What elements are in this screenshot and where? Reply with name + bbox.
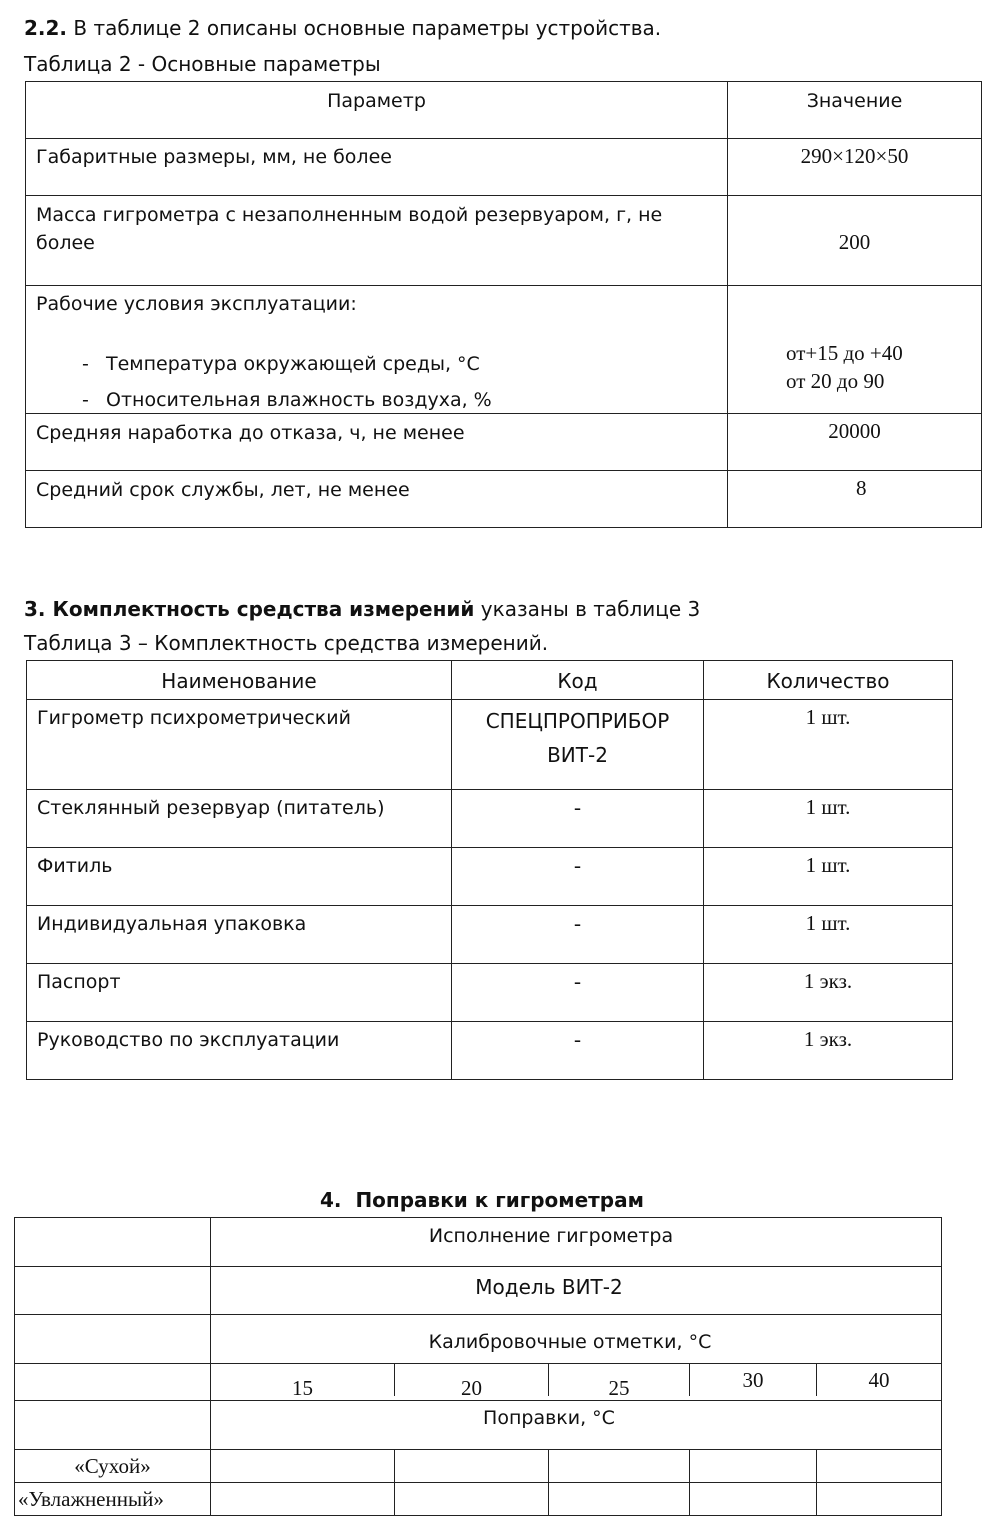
model-header: Модель ВИТ-2: [475, 1275, 623, 1299]
param-ambient-temperature: Температура окружающей среды, °С: [106, 353, 480, 375]
item-qty: 1 шт.: [805, 705, 851, 729]
item-qty: 1 экз.: [803, 1027, 853, 1051]
execution-header: Исполнение гигрометра: [428, 1225, 674, 1247]
item-name: Стеклянный резервуар (питатель): [37, 797, 385, 819]
calibration-mark-30: 30: [742, 1368, 764, 1392]
section-intro-text: В таблице 2 описаны основные параметры устройства.: [67, 16, 662, 40]
param-mass-line2: более: [36, 232, 95, 254]
item-name: Руководство по эксплуатации: [37, 1029, 340, 1051]
section-2-2-intro: [24, 16, 661, 40]
param-dimensions: Габаритные размеры, мм, не более: [36, 146, 392, 168]
item-qty: 1 экз.: [803, 969, 853, 993]
param-service-life: Средний срок службы, лет, не менее: [36, 479, 410, 501]
section-number: 2.2.: [24, 16, 68, 40]
item-name: Паспорт: [37, 971, 121, 993]
param-operating-conditions: Рабочие условия эксплуатации:: [36, 293, 357, 315]
table-3-header-qty: Количество: [766, 669, 890, 693]
item-qty: 1 шт.: [805, 795, 851, 819]
row-label-dry: «Сухой»: [74, 1454, 151, 1478]
item-qty: 1 шт.: [805, 911, 851, 935]
item-code-line1: СПЕЦПРОПРИБОР: [485, 709, 670, 733]
corrections-header: Поправки, °С: [483, 1407, 615, 1429]
item-code: -: [574, 795, 581, 819]
calibration-mark-40: 40: [868, 1368, 890, 1392]
section-3-title: 3. Комплектность средства измерений: [24, 597, 475, 621]
table-3-caption: Таблица 3 – Комплектность средства измерений.: [24, 631, 549, 655]
dash-bullet: -: [82, 389, 89, 411]
item-code: -: [574, 969, 581, 993]
section-3-heading: [24, 597, 700, 621]
item-code: -: [574, 911, 581, 935]
table-2-caption: Таблица 2 - Основные параметры: [24, 52, 381, 76]
calibration-header: Калибровочные отметки, °С: [428, 1331, 712, 1353]
param-mtbf: Средняя наработка до отказа, ч, не менее: [36, 422, 465, 444]
value-relative-humidity: от 20 до 90: [786, 369, 885, 393]
section-3-title-rest: указаны в таблице 3: [474, 597, 701, 621]
param-relative-humidity: Относительная влажность воздуха, %: [106, 389, 492, 411]
item-code: -: [574, 853, 581, 877]
item-code: -: [574, 1027, 581, 1051]
calibration-mark-20: 20: [461, 1376, 482, 1400]
calibration-mark-25: 25: [608, 1376, 630, 1400]
calibration-mark-15: 15: [292, 1376, 313, 1400]
item-qty: 1 шт.: [805, 853, 851, 877]
table-3-header-name: Наименование: [161, 669, 317, 693]
item-code-line2: ВИТ-2: [547, 743, 608, 767]
value-mass: 200: [838, 230, 871, 254]
value-dimensions: 290×120×50: [800, 144, 909, 168]
item-name: Гигрометр психрометрический: [37, 707, 351, 729]
value-ambient-temperature: от+15 до +40: [786, 341, 903, 365]
item-name: Индивидуальная упаковка: [37, 913, 307, 935]
row-label-wet: «Увлажненный»: [18, 1487, 164, 1511]
value-mtbf: 20000: [828, 419, 881, 443]
item-name: Фитиль: [37, 855, 113, 877]
table-3-header-code: Код: [557, 669, 598, 693]
dash-bullet: -: [82, 353, 89, 375]
table-2-header-value: Значение: [806, 90, 903, 112]
table-2-header-param: Параметр: [327, 90, 426, 112]
value-service-life: 8: [856, 476, 867, 500]
param-mass-line1: Масса гигрометра с незаполненным водой резервуаром, г, не: [36, 204, 663, 226]
section-4-title: 4. Поправки к гигрометрам: [320, 1188, 644, 1212]
